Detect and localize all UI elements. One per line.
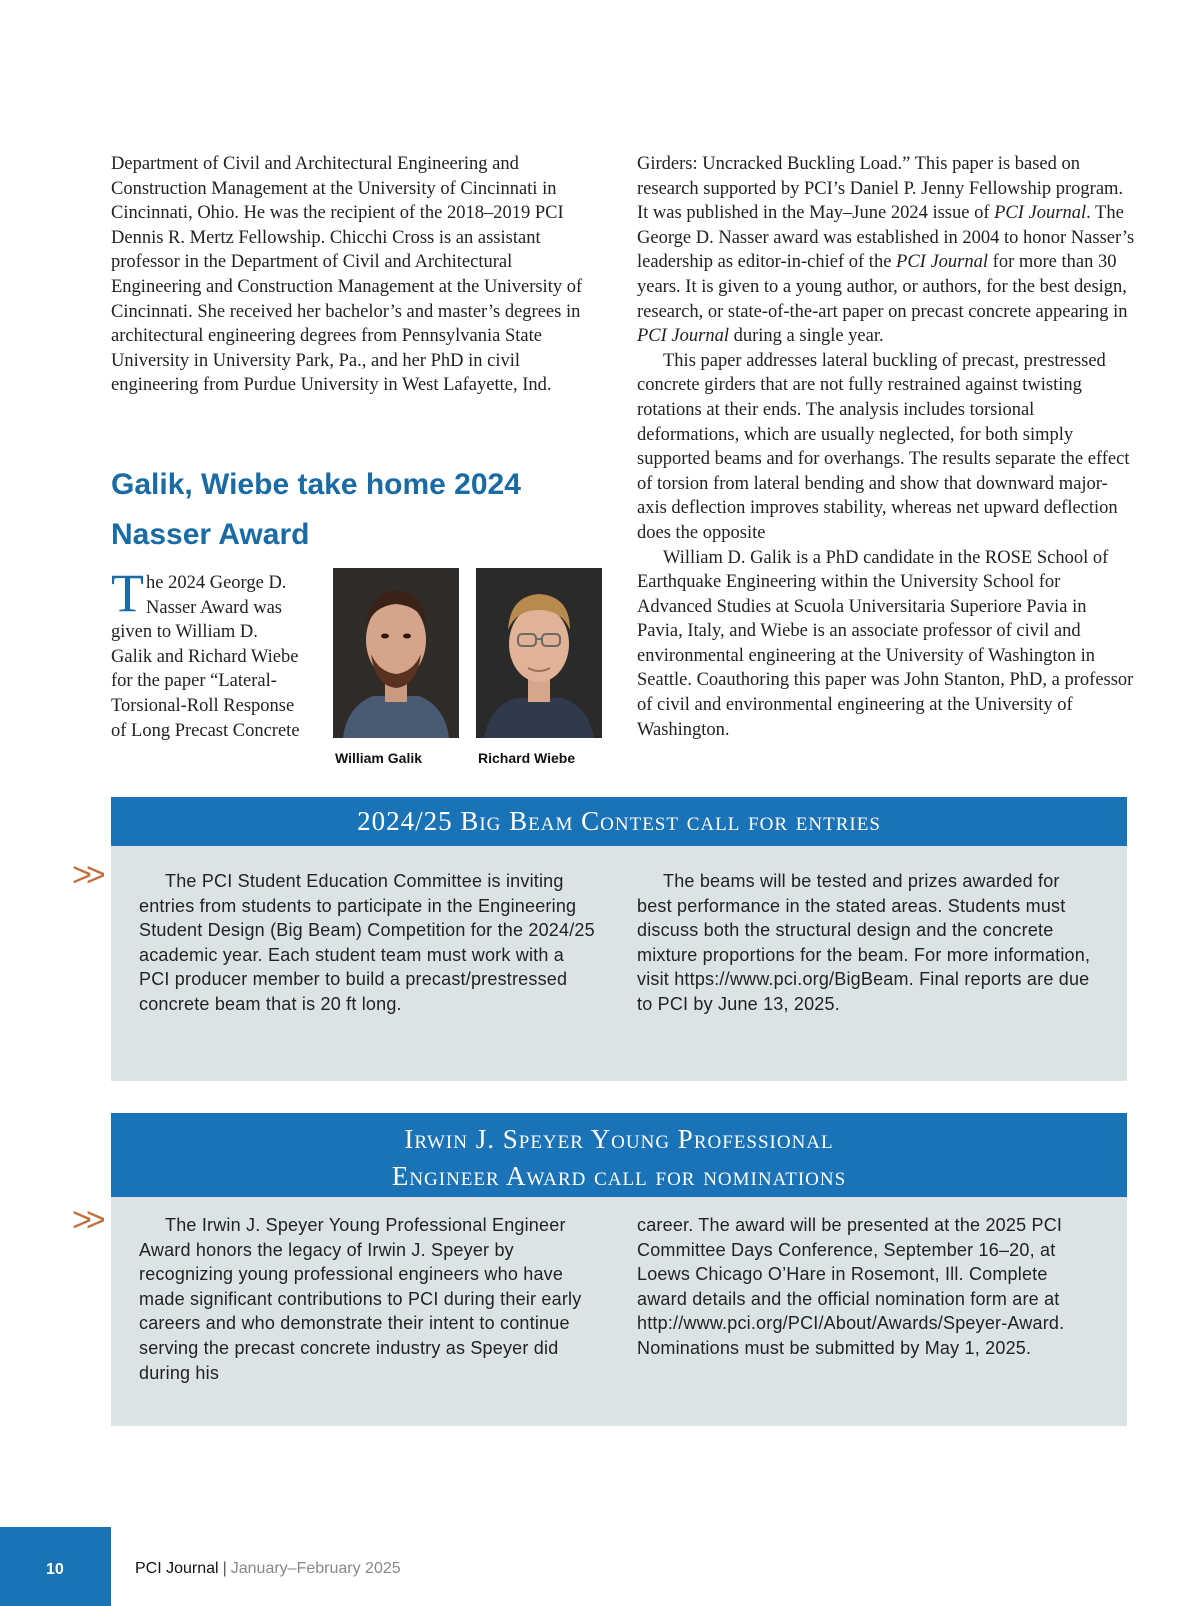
photo-richard-wiebe <box>476 568 602 738</box>
callout-title: 2024/25 Big Beam Contest call for entries <box>111 797 1127 846</box>
footer-publication-line <box>135 1560 401 1578</box>
double-chevron-icon: >> <box>72 1201 100 1239</box>
text-run: for more than 30 years. It is given to a young author, or authors, for the best design, research, or state-of-the-art paper on precast concrete appearing in <box>637 252 1128 322</box>
article-body-right <box>637 152 1135 742</box>
big-beam-callout-box <box>111 797 1127 1081</box>
drop-cap: T <box>111 563 144 623</box>
callout-title-line: Engineer Award call for nominations <box>391 1161 847 1191</box>
journal-title: PCI Journal <box>637 326 729 347</box>
article-continuation-left <box>111 152 601 398</box>
journal-title: PCI Journal <box>896 252 989 273</box>
body-paragraph: Department of Civil and Architectural Engineering and Construction Management at the University of Cincinnati in Cincinnati, Ohio. He was the recipient of the 2018–2019 PCI Dennis R. Mertz Fellowship. Chicchi Cross is an assistant professor in the Department of Civil and Architectural Engineering and Construction Management at the University of Cincinnati. She received her bachelor’s and master’s degrees in architectural engineering degrees from Pennsylvania State University in University Park, Pa., and her PhD in civil engineering from Purdue University in West Lafayette, Ind. <box>111 154 583 396</box>
callout-title-line: Irwin J. Speyer Young Professional <box>404 1124 834 1154</box>
body-paragraph <box>637 152 1135 349</box>
issue-date: January–February 2025 <box>230 1560 401 1577</box>
portrait-image <box>333 568 459 738</box>
speyer-award-callout-box <box>111 1113 1127 1426</box>
double-chevron-icon: >> <box>72 856 100 894</box>
intro-text: he 2024 George D. Nasser Award was given to William D. Galik and Richard Wiebe for the paper “Lateral-Torsional-Roll Response of Long Precast Concrete <box>111 573 300 741</box>
footer-separator: | <box>222 1560 227 1577</box>
publication-name: PCI Journal <box>135 1560 219 1577</box>
callout-text: The beams will be tested and prizes awarded for best performance in the stated areas. Students must discuss both the structural design and the concrete mixture proportions for the beam. For more information, visit https://www.pci.org/BigBeam. Final reports are due to PCI by June 13, 2025. <box>637 871 1091 1014</box>
callout-text: The Irwin J. Speyer Young Professional Engineer Award honors the legacy of Irwin J. Speyer by recognizing young professional engineers who have made significant contributions to PCI during their early careers and who demonstrate their intent to continue serving the precast concrete industry as Speyer did during his <box>139 1215 582 1383</box>
page-number: 10 <box>46 1561 64 1578</box>
callout-title <box>111 1113 1127 1197</box>
callout-text: career. The award will be presented at the 2025 PCI Committee Days Conference, September 16–20, at Loews Chicago O’Hare in Rosemont, Ill. Complete award details and the official nomination form are at http://www.pci.org/PCI/About/Awards/Speyer-Award. Nominations must be submitted by May 1, 2025. <box>637 1215 1065 1358</box>
callout-right-column <box>637 869 1097 1017</box>
article-intro <box>111 563 301 743</box>
body-paragraph: William D. Galik is a PhD candidate in the ROSE School of Earthquake Engineering within the University School for Advanced Studies at Scuola Universitaria Superiore Pavia in Pavia, Italy, and Wiebe is an associate professor of civil and environmental engineering at the University of Washington in Seattle. Coauthoring this paper was John Stanton, PhD, a professor of civil and environmental engineering at the University of Washington. <box>637 547 1134 740</box>
callout-text: The PCI Student Education Committee is inviting entries from students to participate in the Engineering Student Design (Big Beam) Competition for the 2024/25 academic year. Each student team must work with a PCI producer member to build a precast/prestressed concrete beam that is 20 ft long. <box>139 871 595 1014</box>
callout-left-column <box>139 1213 599 1385</box>
photo-william-galik <box>333 568 459 738</box>
portrait-image <box>476 568 602 738</box>
callout-left-column <box>139 869 599 1017</box>
text-run: . The George D. Nasser award was established in 2004 to honor Nasser’s leadership as editor-in-chief of the <box>637 203 1135 273</box>
callout-right-column <box>637 1213 1097 1361</box>
text-run: during a single year. <box>728 326 884 347</box>
photo-caption: William Galik <box>335 750 423 766</box>
photo-caption: Richard Wiebe <box>478 750 576 766</box>
article-headline: Galik, Wiebe take home 2024 Nasser Award <box>111 468 521 551</box>
body-paragraph: This paper addresses lateral buckling of precast, prestressed concrete girders that are not fully restrained against twisting rotations at their ends. The analysis includes torsional deformations, which are usually neglected, for both simply supported beams and for overhangs. The results separate the effect of torsion from lateral bending and show that downward major-axis deflection improves stability, whereas net upward deflection does the opposite <box>637 350 1130 543</box>
text-run: Girders: Uncracked Buckling Load.” This paper is based on research supported by PCI’s Daniel P. Jenny Fellowship program. It was published in the May–June 2024 issue of <box>637 154 1124 224</box>
journal-title: PCI Journal <box>994 203 1087 224</box>
